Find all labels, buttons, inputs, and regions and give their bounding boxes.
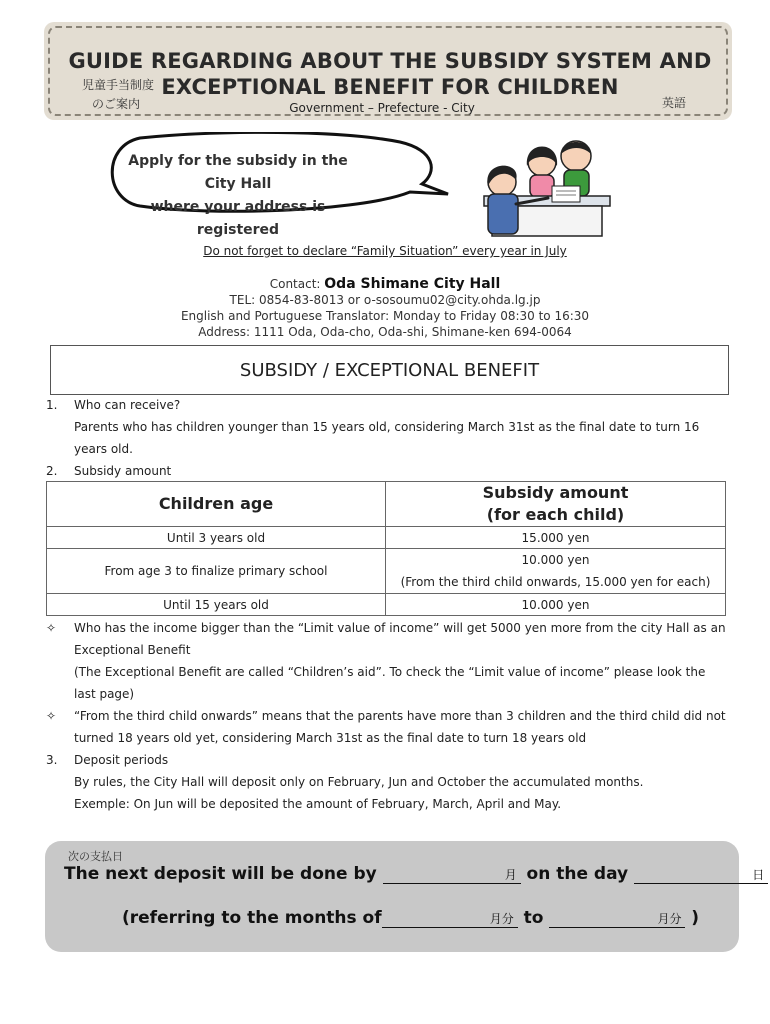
note-2-b: turned 18 years old yet, considering March 31st as the final date to turn 18 years old (74, 731, 587, 745)
deposit-line-2 (122, 908, 699, 928)
bubble-text (118, 150, 358, 242)
row-amount-note: (From the third child onwards, 15.000 yen for each) (400, 575, 711, 589)
jp-title (82, 76, 154, 114)
item-3-text-a: By rules, the City Hall will deposit only on February, Jun and October the accumulated months. (74, 775, 644, 789)
jp-title-line-1: 児童手当制度 (82, 78, 155, 92)
next-deposit-box (45, 841, 739, 952)
deposit-text-b: on the day (526, 864, 629, 884)
item-3-text-b: Exemple: On Jun will be deposited the amount of February, March, April and May. (74, 797, 562, 811)
contact-heading (0, 276, 770, 292)
contact-label: Contact: (269, 277, 321, 291)
day-unit: 日 (752, 868, 765, 882)
row-amount: 10.000 yen (386, 594, 726, 616)
note-2-a: “From the third child onwards” means that the parents have more than 3 children and the third child did not (74, 709, 726, 723)
row-age: From age 3 to finalize primary school (47, 549, 386, 594)
note-1-c: (The Exceptional Benefit are called “Children’s aid”. To check the “Limit value of income” please look the (74, 665, 706, 679)
table-row (47, 527, 726, 549)
item-1-number: 1. (46, 398, 58, 412)
row-amount: 15.000 yen (386, 527, 726, 549)
item-3-number: 3. (46, 753, 58, 767)
subsidy-table (46, 481, 726, 616)
item-2-heading: Subsidy amount (74, 464, 172, 478)
jp-title-line-2: のご案内 (92, 97, 141, 111)
header-amount-line-1: Subsidy amount (482, 483, 629, 502)
contact-translator: English and Portuguese Translator: Monday to Friday 08:30 to 16:30 (180, 309, 590, 323)
note-2 (74, 705, 744, 749)
to-months-unit: 月分 (657, 912, 682, 926)
section-title: SUBSIDY / EXCEPTIONAL BENEFIT (239, 360, 540, 381)
from-months-unit: 月分 (489, 912, 514, 926)
row-age: Until 3 years old (47, 527, 386, 549)
note-1-a: Who has the income bigger than the “Limit value of income” will get 5000 yen more from the city Hall as an (74, 621, 726, 635)
title-line-2: EXCEPTIONAL BENEFIT FOR CHILDREN (161, 75, 619, 99)
deposit-text-a: The next deposit will be done by (64, 864, 377, 884)
table-row (47, 549, 726, 594)
header-children-age: Children age (47, 482, 386, 527)
item-3-heading: Deposit periods (74, 753, 169, 767)
deposit-line-1 (64, 864, 768, 884)
row-age: Until 15 years old (47, 594, 386, 616)
language-label: 英語 (662, 96, 687, 110)
note-1-d: last page) (74, 687, 135, 701)
deposit-text-e: ) (691, 908, 699, 928)
deposit-text-c: (referring to the months of (122, 908, 382, 928)
page-title (60, 48, 720, 100)
note-bullet-2: ✧ (46, 709, 57, 723)
table-header-row (47, 482, 726, 527)
item-1-text-a: Parents who has children younger than 15 years old, considering March 31st as the final date to turn 16 (74, 420, 700, 434)
page-subtitle: Government – Prefecture - City (289, 101, 475, 115)
item-1 (74, 394, 734, 460)
note-1 (74, 617, 744, 705)
header-subsidy-amount (386, 482, 726, 527)
row-amount-cell (386, 549, 726, 594)
from-month-field[interactable] (382, 910, 518, 928)
row-amount: 10.000 yen (521, 553, 590, 567)
title-line-1: GUIDE REGARDING ABOUT THE SUBSIDY SYSTEM AND (68, 49, 712, 73)
city-hall-counter-illustration (478, 134, 612, 240)
bubble-line-2: where your address is registered (150, 199, 326, 238)
contact-block (0, 276, 770, 340)
table-row (47, 594, 726, 616)
july-reminder: Do not forget to declare “Family Situation” every year in July (203, 244, 567, 258)
month-unit: 月 (504, 868, 517, 882)
contact-address: Address: 1111 Oda, Oda-cho, Oda-shi, Shimane-ken 694-0064 (198, 325, 572, 339)
to-month-field[interactable] (549, 910, 685, 928)
contact-tel: TEL: 0854-83-8013 or o-sosoumu02@city.ohda.lg.jp (229, 293, 541, 307)
item-3 (74, 749, 744, 815)
deposit-text-d: to (523, 908, 544, 928)
deposit-jp-label: 次の支払日 (68, 850, 123, 863)
item-1-heading: Who can receive? (74, 398, 181, 412)
contact-name: Oda Shimane City Hall (324, 276, 501, 292)
note-bullet-1: ✧ (46, 621, 57, 635)
note-1-b: Exceptional Benefit (74, 643, 191, 657)
header-amount-line-2: (for each child) (486, 505, 625, 524)
item-1-text-b: years old. (74, 442, 133, 456)
day-field[interactable] (634, 866, 768, 884)
bubble-line-1: Apply for the subsidy in the City Hall (128, 153, 348, 192)
item-2-number: 2. (46, 464, 58, 478)
month-field[interactable] (383, 866, 521, 884)
